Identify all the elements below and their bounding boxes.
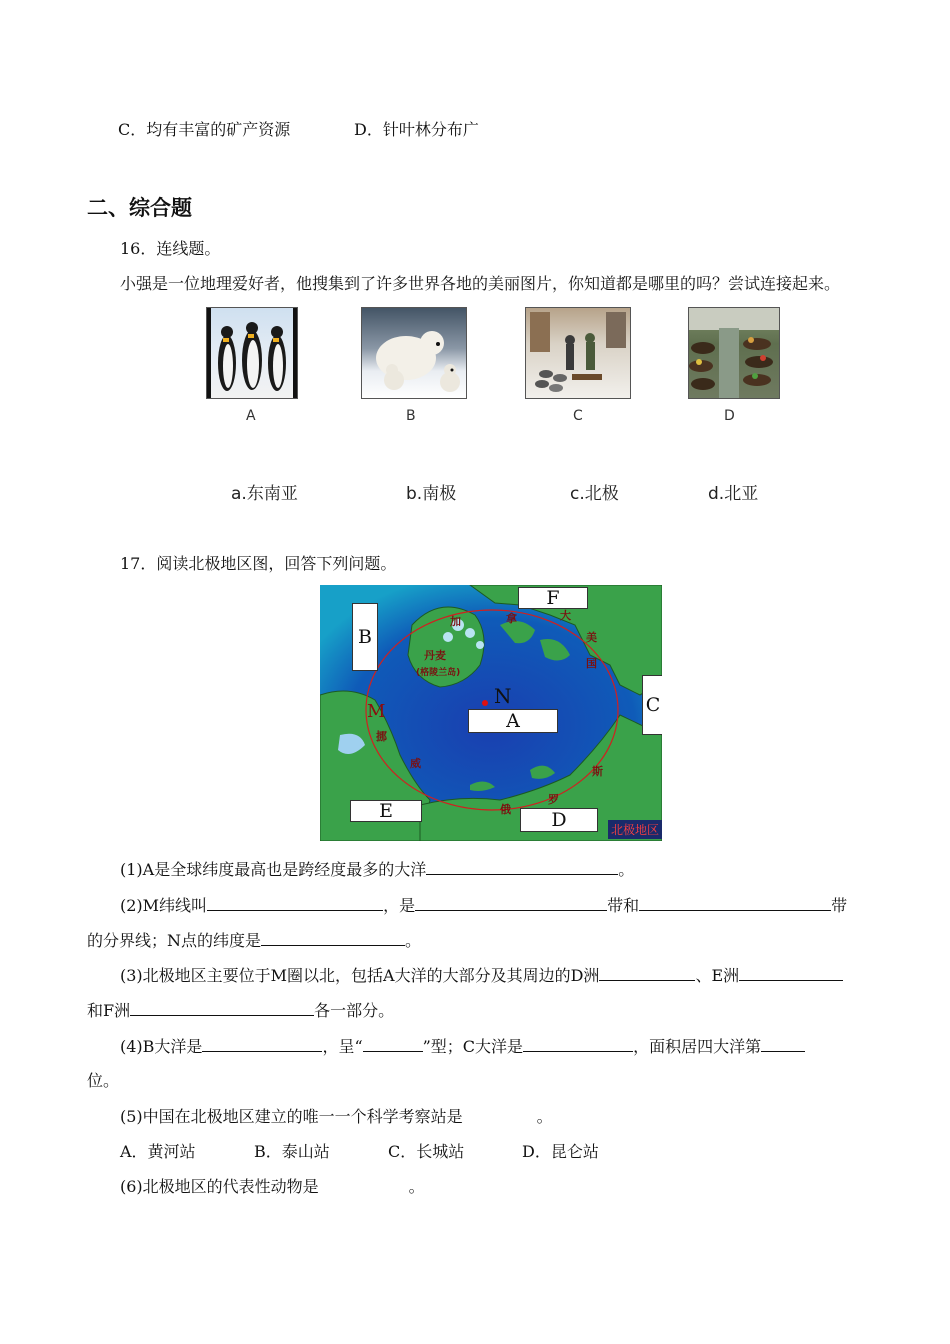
q15-option-d: D．针叶林分布广	[354, 120, 479, 139]
map-char-da: 大	[560, 609, 571, 622]
map-char-mei: 美	[586, 631, 597, 644]
q17-2-blank-3[interactable]	[639, 894, 831, 911]
q17-4-blank-3[interactable]	[523, 1035, 633, 1052]
picture-label-d: D	[724, 408, 735, 424]
map-box-c: C	[642, 675, 662, 735]
boat-icon	[689, 308, 779, 398]
q17-3-p1: (3)北极地区主要位于M圈以北，包括A大洋的大部分及其周边的D洲	[120, 966, 600, 985]
map-label-m: M	[367, 701, 386, 722]
q17-3-line2	[87, 999, 394, 1022]
picture-d-floating-market	[688, 307, 780, 399]
map-corner-label: 北极地区	[608, 820, 662, 839]
q17-5-option-c[interactable]: C．长城站	[388, 1142, 465, 1161]
q17-number: 17．阅读北极地区图，回答下列问题。	[120, 554, 397, 573]
picture-label-b: B	[406, 408, 416, 424]
q17-1	[120, 858, 634, 881]
q17-5-end: 。	[536, 1107, 553, 1126]
q17-2-blank-2[interactable]	[415, 894, 607, 911]
q17-5	[120, 1106, 553, 1128]
map-box-b: B	[352, 603, 378, 671]
q17-4-p4: ，面积居四大洋第	[633, 1037, 762, 1056]
q17-1-text: (1)A是全球纬度最高也是跨经度最多的大洋	[120, 860, 427, 879]
map-char-wei: 威	[410, 757, 421, 770]
polar-bear-icon	[362, 308, 466, 398]
q17-2-p3: 带和	[607, 896, 640, 915]
map-box-d: D	[520, 808, 598, 832]
map-box-f: F	[518, 587, 588, 609]
q17-3-p2: 、E洲	[695, 966, 740, 985]
penguin-icon	[218, 326, 236, 391]
q17-3-blank-3[interactable]	[130, 999, 314, 1016]
q17-6	[120, 1176, 425, 1198]
map-char-greenland: (格陵兰岛)	[416, 668, 461, 678]
map-label-n: N	[494, 684, 512, 708]
section-title: 二、综合题	[87, 196, 192, 220]
q15-option-c: C．均有丰富的矿产资源	[118, 120, 291, 139]
q17-3-blank-2[interactable]	[739, 964, 843, 981]
q17-2-p5: 的分界线；N点的纬度是	[87, 931, 262, 950]
picture-b-polar-bears	[361, 307, 467, 399]
sled-dog-icon	[526, 308, 630, 398]
map-char-danmai: 丹麦	[424, 649, 446, 662]
q17-5-option-d[interactable]: D．昆仑站	[522, 1142, 599, 1161]
q17-4-blank-1[interactable]	[202, 1035, 322, 1052]
q17-5-option-b[interactable]: B．泰山站	[254, 1142, 330, 1161]
q17-3-p3: 和F洲	[87, 1001, 131, 1020]
q17-2-line2	[87, 929, 421, 952]
q17-5-option-a[interactable]: A．黄河站	[120, 1142, 196, 1161]
picture-c-sled-dogs	[525, 307, 631, 399]
q17-3-blank-1[interactable]	[599, 964, 695, 981]
map-char-si: 斯	[592, 765, 603, 778]
q17-2-line1	[120, 894, 847, 917]
answer-c: c.北极	[570, 484, 619, 504]
q17-2-blank-1[interactable]	[207, 894, 383, 911]
q17-4-line2: 位。	[87, 1071, 120, 1090]
map-box-e: E	[350, 800, 422, 822]
map-char-guo: 国	[586, 657, 597, 670]
q17-1-blank[interactable]	[426, 858, 618, 875]
map-char-jia: 加	[450, 615, 461, 628]
picture-label-a: A	[246, 408, 256, 424]
picture-a-penguins	[206, 307, 298, 399]
map-char-luo: 罗	[548, 793, 559, 806]
q17-5-text: (5)中国在北极地区建立的唯一一个科学考察站是	[120, 1107, 463, 1126]
answer-b: b.南极	[406, 484, 457, 504]
map-char-nuo: 挪	[376, 730, 387, 743]
q17-4-p1: (4)B大洋是	[120, 1037, 203, 1056]
answer-d: d.北亚	[708, 484, 759, 504]
q17-6-text: (6)北极地区的代表性动物是	[120, 1177, 319, 1196]
q17-3-line1	[120, 964, 843, 987]
q17-4-blank-2[interactable]	[363, 1035, 423, 1052]
picture-label-c: C	[573, 408, 583, 424]
answer-a: a.东南亚	[231, 484, 298, 504]
q17-2-p4: 带	[831, 896, 848, 915]
q17-4-blank-4[interactable]	[761, 1035, 805, 1052]
map-box-a: A	[468, 709, 558, 733]
penguins-image	[207, 308, 297, 398]
q17-4-p3: ”型；C大洋是	[422, 1037, 524, 1056]
q17-2-blank-4[interactable]	[261, 929, 405, 946]
q17-1-end: 。	[618, 860, 635, 879]
q17-4-line1	[120, 1035, 805, 1058]
arctic-map	[320, 585, 662, 841]
q17-3-p4: 各一部分。	[314, 1001, 395, 1020]
q16-prompt: 小强是一位地理爱好者，他搜集到了许多世界各地的美丽图片，你知道都是哪里的吗？尝试连接起来。	[120, 274, 841, 293]
q17-2-p6: 。	[405, 931, 422, 950]
q17-6-end: 。	[408, 1177, 425, 1196]
map-char-na: 拿	[506, 612, 517, 625]
q17-2-p1: (2)M纬线叫	[120, 896, 208, 915]
q16-number: 16．连线题。	[120, 239, 221, 258]
map-char-e: 俄	[500, 803, 511, 816]
q17-2-p2: ，是	[383, 896, 416, 915]
q17-4-p2: ，呈“	[322, 1037, 363, 1056]
